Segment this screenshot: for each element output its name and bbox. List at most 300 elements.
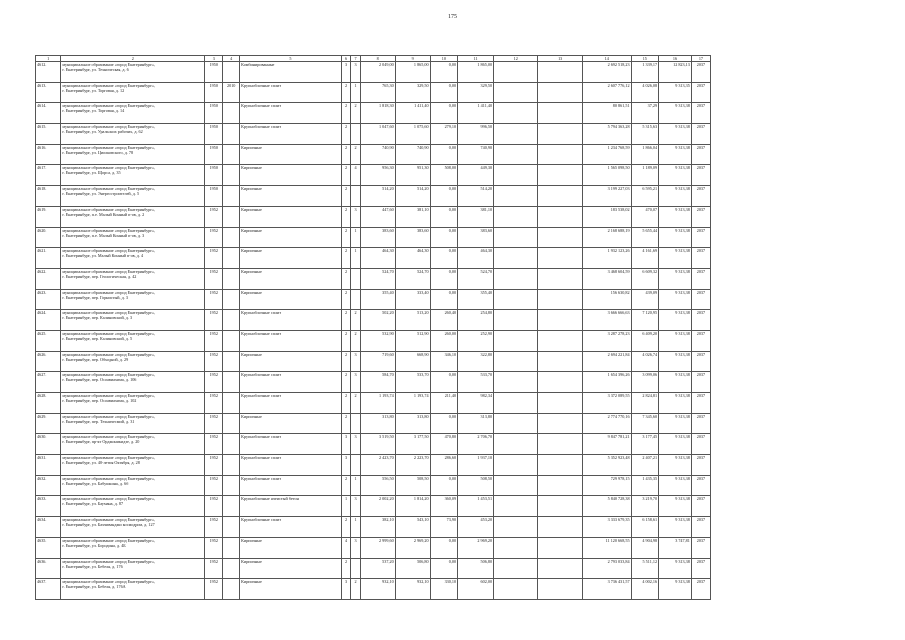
limit-cost-per-sqm-cell: 9 313,38 [659,227,692,248]
col-13-cell [538,475,582,496]
cost-per-sqm-cell: 439,09 [631,289,659,310]
area-residential-cell: 740,90 [458,144,494,165]
year-reconstructed-cell [223,372,240,393]
planned-year-cell: 2037 [691,103,710,124]
floors-cell: 2 [341,558,351,579]
area-residential-cell: 982,34 [458,393,494,414]
wall-material-cell: Крупноблочные сплит [240,103,342,124]
year-built-cell: 1952 [205,517,223,538]
row-number-cell: 4635. [36,537,61,558]
col-12-cell [494,124,538,145]
living-area-cell: 2 969,20 [395,537,430,558]
floors-cell: 2 [341,413,351,434]
living-area-cell: 381,10 [395,206,430,227]
year-built-cell: 1950 [205,186,223,207]
limit-cost-per-sqm-cell: 9 313,38 [659,372,692,393]
column-number-14: 14 [582,56,631,62]
year-reconstructed-cell [223,248,240,269]
col-13-cell [538,186,582,207]
cost-per-sqm-cell: 4 161,69 [631,248,659,269]
table-row [36,351,711,372]
area-residential-cell: 996,50 [458,124,494,145]
column-number-10: 10 [430,56,458,62]
table-row [36,372,711,393]
wall-material-cell: Кирпичные [240,227,342,248]
wall-material-cell: Крупноблочные сплит [240,310,342,331]
cost-per-sqm-cell: 470,07 [631,206,659,227]
area-residential-cell: 2 706,70 [458,434,494,455]
table-row [36,455,711,476]
col-13-cell [538,579,582,600]
area-residential-cell: 1 453,51 [458,496,494,517]
col-13-cell [538,351,582,372]
column-number-15: 15 [631,56,659,62]
repair-cost-cell: 5 352 923,48 [582,455,631,476]
planned-year-cell: 2037 [691,372,710,393]
row-number-cell: 4628. [36,393,61,414]
table-row [36,62,711,83]
entrances-cell: 2 [351,103,361,124]
area-non-residential-cell: 279,10 [430,124,458,145]
area-non-residential-cell: 211,40 [430,393,458,414]
wall-material-cell: Кирпичные [240,413,342,434]
limit-cost-per-sqm-cell: 9 313,35 [659,82,692,103]
planned-year-cell: 2037 [691,517,710,538]
year-reconstructed-cell [223,289,240,310]
living-area-cell: 1 814,20 [395,496,430,517]
floors-cell: 2 [341,186,351,207]
cost-per-sqm-cell: 7 345,60 [631,413,659,434]
area-residential-cell: 1 865,00 [458,62,494,83]
table-row [36,124,711,145]
repair-cost-cell: 5 794 363,28 [582,124,631,145]
planned-year-cell: 2037 [691,186,710,207]
entrances-cell: 2 [351,330,361,351]
repair-cost-cell: 1 234 768,59 [582,144,631,165]
column-number-2: 2 [61,56,205,62]
total-area-cell: 313,80 [360,413,395,434]
limit-cost-per-sqm-cell: 9 313,38 [659,330,692,351]
limit-cost-per-sqm-cell: 9 313,38 [659,165,692,186]
limit-cost-per-sqm-cell: 9 313,38 [659,310,692,331]
year-built-cell: 1952 [205,310,223,331]
year-built-cell: 1950 [205,144,223,165]
entrances-cell [351,186,361,207]
floors-cell: 2 [341,268,351,289]
repair-cost-cell: 156 630,82 [582,289,631,310]
address-cell: муниципальное образование «город Екатеринбург», г. Екатеринбург, пер. Горнистый, д. 3 [61,289,205,310]
column-number-11: 11 [458,56,494,62]
year-reconstructed-cell [223,186,240,207]
repair-cost-cell: 3 287 278,23 [582,330,631,351]
year-reconstructed-cell [223,413,240,434]
col-13-cell [538,393,582,414]
col-12-cell [494,475,538,496]
planned-year-cell: 2037 [691,351,710,372]
col-12-cell [494,434,538,455]
wall-material-cell: Кирпичные [240,558,342,579]
row-number-cell: 4616. [36,144,61,165]
area-non-residential-cell: 0,00 [430,248,458,269]
col-13-cell [538,165,582,186]
address-cell: муниципальное образование «город Екатеринбург», г. Екатеринбург, ул. Щорса, д. 35 [61,165,205,186]
wall-material-cell: Кирпичные [240,165,342,186]
area-non-residential-cell: 0,00 [430,62,458,83]
planned-year-cell: 2037 [691,496,710,517]
col-12-cell [494,558,538,579]
address-cell: муниципальное образование «город Екатеринбург», г. Екатеринбург, пер. Калиновский, д. 3 [61,310,205,331]
row-number-cell: 4620. [36,227,61,248]
year-built-cell: 1950 [205,62,223,83]
living-area-cell: 383,60 [395,227,430,248]
limit-cost-per-sqm-cell: 9 313,38 [659,268,692,289]
row-number-cell: 4627. [36,372,61,393]
row-number-cell: 4624. [36,310,61,331]
total-area-cell: 532,90 [360,330,395,351]
table-row [36,579,711,600]
address-cell: муниципальное образование «город Екатеринбург», г. Екатеринбург, пер. Геологическая, д. 42 [61,268,205,289]
planned-year-cell: 2037 [691,62,710,83]
entrances-cell: 2 [351,393,361,414]
living-area-cell: 1 865,00 [395,62,430,83]
row-number-cell: 4618. [36,186,61,207]
cost-per-sqm-cell: 4 026,74 [631,351,659,372]
table-row [36,496,711,517]
repair-cost-cell: 2 793 033,84 [582,558,631,579]
floors-cell: 3 [341,62,351,83]
row-number-cell: 4623. [36,289,61,310]
year-reconstructed-cell [223,537,240,558]
entrances-cell: 1 [351,517,361,538]
area-non-residential-cell: 73,90 [430,517,458,538]
repair-cost-cell: 729 978,15 [582,475,631,496]
wall-material-cell: Крупноблочные сплит [240,455,342,476]
cost-per-sqm-cell: 4 002,16 [631,579,659,600]
col-12-cell [494,372,538,393]
year-built-cell: 1952 [205,558,223,579]
limit-cost-per-sqm-cell: 9 313,38 [659,103,692,124]
col-13-cell [538,289,582,310]
col-13-cell [538,227,582,248]
total-area-cell: 2 002,20 [360,496,395,517]
limit-cost-per-sqm-cell: 9 313,38 [659,475,692,496]
table-row [36,186,711,207]
floors-cell: 2 [341,517,351,538]
floors-cell: 3 [341,434,351,455]
total-area-cell: 524,70 [360,268,395,289]
area-non-residential-cell: 260,00 [430,330,458,351]
year-reconstructed-cell [223,103,240,124]
address-cell: муниципальное образование «город Екатеринбург», г. Екатеринбург, ул. Бабушкина, д. 6б [61,475,205,496]
cost-per-sqm-cell: 4 904,98 [631,537,659,558]
floors-cell: 2 [341,227,351,248]
planned-year-cell: 2037 [691,330,710,351]
limit-cost-per-sqm-cell: 9 313,38 [659,248,692,269]
row-number-cell: 4619. [36,206,61,227]
living-area-cell: 740,90 [395,144,430,165]
row-number-cell: 4621. [36,248,61,269]
wall-material-cell: Кирпичные [240,579,342,600]
address-cell: муниципальное образование «город Екатеринбург», г. Екатеринбург, п.е. Малый Конный п-ов, д. 3 [61,227,205,248]
repair-cost-cell: 3 666 666,63 [582,310,631,331]
entrances-cell: 3 [351,434,361,455]
address-cell: муниципальное образование «город Екатеринбург», г. Екатеринбург, ул. Баумана, д. 87 [61,496,205,517]
floors-cell: 2 [341,124,351,145]
planned-year-cell: 2037 [691,268,710,289]
entrances-cell [351,413,361,434]
area-non-residential-cell: 0,00 [430,268,458,289]
limit-cost-per-sqm-cell: 9 313,38 [659,413,692,434]
cost-per-sqm-cell: 2 824,81 [631,393,659,414]
area-residential-cell: 602,00 [458,579,494,600]
table-row [36,393,711,414]
limit-cost-per-sqm-cell: 9 313,38 [659,186,692,207]
wall-material-cell: Кирпичные [240,289,342,310]
entrances-cell: 1 [351,227,361,248]
limit-cost-per-sqm-cell: 9 313,38 [659,393,692,414]
planned-year-cell: 2037 [691,434,710,455]
limit-cost-per-sqm-cell: 9 313,38 [659,517,692,538]
repair-cost-cell: 9 847 781,21 [582,434,631,455]
limit-cost-per-sqm-cell: 9 313,38 [659,558,692,579]
column-number-7: 7 [351,56,361,62]
entrances-cell: 2 [351,310,361,331]
living-area-cell: 1 193,74 [395,393,430,414]
repair-cost-cell: 183 538,02 [582,206,631,227]
col-12-cell [494,351,538,372]
area-non-residential-cell: 470,80 [430,434,458,455]
total-area-cell: 355,40 [360,289,395,310]
wall-material-cell: Кирпичные [240,144,342,165]
year-built-cell: 1952 [205,434,223,455]
floors-cell: 2 [341,248,351,269]
wall-material-cell: Крупноблочные сплит [240,434,342,455]
wall-material-cell: Кирпичные [240,248,342,269]
col-12-cell [494,496,538,517]
floors-cell: 2 [341,82,351,103]
wall-material-cell: Кирпичные [240,268,342,289]
col-13-cell [538,434,582,455]
column-number-6: 6 [341,56,351,62]
entrances-cell: 3 [351,206,361,227]
area-non-residential-cell: 0,00 [430,186,458,207]
col-12-cell [494,537,538,558]
row-number-cell: 4636. [36,558,61,579]
planned-year-cell: 2037 [691,165,710,186]
wall-material-cell: Комбинированные [240,62,342,83]
repair-cost-cell: 2 607 776,12 [582,82,631,103]
year-built-cell: 1952 [205,413,223,434]
row-number-cell: 4617. [36,165,61,186]
table-row [36,144,711,165]
repair-cost-cell: 2 692 518,23 [582,62,631,83]
wall-material-cell: Крупноблочные сплит [240,124,342,145]
cost-per-sqm-cell: 5 655,44 [631,227,659,248]
column-number-17: 17 [691,56,710,62]
planned-year-cell: 2037 [691,227,710,248]
table-row [36,558,711,579]
repair-cost-cell: 2 694 221,84 [582,351,631,372]
floors-cell: 2 [341,103,351,124]
limit-cost-per-sqm-cell: 9 313,38 [659,496,692,517]
col-12-cell [494,413,538,434]
cost-per-sqm-cell: 3 099,06 [631,372,659,393]
year-built-cell: 1952 [205,351,223,372]
table-row [36,434,711,455]
area-non-residential-cell: 0,00 [430,475,458,496]
planned-year-cell: 2037 [691,82,710,103]
year-reconstructed-cell [223,455,240,476]
entrances-cell: 3 [351,351,361,372]
total-area-cell: 464,30 [360,248,395,269]
limit-cost-per-sqm-cell: 9 313,38 [659,351,692,372]
col-12-cell [494,517,538,538]
floors-cell: 3 [341,579,351,600]
address-cell: муниципальное образование «город Екатеринбург», г. Екатеринбург, пер. Обходной, д. 29 [61,351,205,372]
floors-cell: 2 [341,372,351,393]
wall-material-cell: Крупноблочные ячеистый бетон [240,496,342,517]
table-row [36,82,711,103]
year-reconstructed-cell [223,558,240,579]
planned-year-cell: 2037 [691,393,710,414]
year-reconstructed-cell [223,351,240,372]
address-cell: муниципальное образование «город Екатеринбург», г. Екатеринбург, ул. Бебеля, д. 176 [61,558,205,579]
planned-year-cell: 2037 [691,248,710,269]
cost-per-sqm-cell: 6 158,61 [631,517,659,538]
year-built-cell: 1952 [205,579,223,600]
year-built-cell: 1952 [205,227,223,248]
year-built-cell: 1952 [205,268,223,289]
year-built-cell: 1952 [205,537,223,558]
total-area-cell: 3 519,50 [360,434,395,455]
row-number-cell: 4626. [36,351,61,372]
limit-cost-per-sqm-cell: 9 313,38 [659,206,692,227]
total-area-cell: 556,50 [360,475,395,496]
col-12-cell [494,289,538,310]
area-residential-cell: 449,30 [458,165,494,186]
area-residential-cell: 355,40 [458,289,494,310]
row-number-cell: 4632. [36,475,61,496]
address-cell: муниципальное образование «город Екатеринбург», г. Екатеринбург, ул. 40-летия Октября, д. 28 [61,455,205,476]
planned-year-cell: 2037 [691,455,710,476]
table-row [36,537,711,558]
area-residential-cell: 252,90 [458,330,494,351]
area-non-residential-cell: 0,00 [430,372,458,393]
column-number-5: 5 [240,56,342,62]
floors-cell: 2 [341,206,351,227]
area-non-residential-cell: 0,00 [430,289,458,310]
limit-cost-per-sqm-cell: 3 747,81 [659,537,692,558]
living-area-cell: 329,50 [395,82,430,103]
year-reconstructed-cell [223,124,240,145]
total-area-cell: 2 999,60 [360,537,395,558]
cost-per-sqm-cell: 2 407,21 [631,455,659,476]
year-built-cell: 1952 [205,248,223,269]
area-non-residential-cell: 286,60 [430,455,458,476]
address-cell: муниципальное образование «город Екатеринбург», г. Екатеринбург, ул. Торговая, д. 12 [61,82,205,103]
total-area-cell: 765,30 [360,82,395,103]
column-number-16: 16 [659,56,692,62]
total-area-cell: 2 423,70 [360,455,395,476]
col-12-cell [494,579,538,600]
cost-per-sqm-cell: 6 609,32 [631,268,659,289]
limit-cost-per-sqm-cell: 9 313,38 [659,124,692,145]
planned-year-cell: 2037 [691,537,710,558]
living-area-cell: 668,90 [395,351,430,372]
area-non-residential-cell: 508,00 [430,165,458,186]
floors-cell: 2 [341,393,351,414]
col-12-cell [494,165,538,186]
total-area-cell: 383,60 [360,227,395,248]
col-12-cell [494,310,538,331]
wall-material-cell: Кирпичные [240,537,342,558]
cost-per-sqm-cell: 1 339,17 [631,62,659,83]
planned-year-cell: 2037 [691,579,710,600]
address-cell: муниципальное образование «город Екатеринбург», г. Екатеринбург, ул. Уральских рабочих, д. 62 [61,124,205,145]
area-residential-cell: 1 411,40 [458,103,494,124]
col-12-cell [494,144,538,165]
year-reconstructed-cell [223,434,240,455]
repair-cost-cell: 3 736 431,57 [582,579,631,600]
repair-cost-cell: 2 774 770,16 [582,413,631,434]
entrances-cell [351,289,361,310]
entrances-cell: 4 [351,165,361,186]
entrances-cell [351,455,361,476]
col-12-cell [494,268,538,289]
row-number-cell: 4613. [36,82,61,103]
cost-per-sqm-cell: 1 435,35 [631,475,659,496]
col-13-cell [538,268,582,289]
floors-cell: 2 [341,351,351,372]
table-row [36,248,711,269]
floors-cell: 2 [341,144,351,165]
column-number-8: 8 [360,56,395,62]
col-13-cell [538,330,582,351]
table-body [36,62,711,600]
col-13-cell [538,82,582,103]
area-non-residential-cell: 0,00 [430,558,458,579]
living-area-cell: 313,80 [395,413,430,434]
col-12-cell [494,393,538,414]
column-number-12: 12 [494,56,538,62]
cost-per-sqm-cell: 1 866,04 [631,144,659,165]
limit-cost-per-sqm-cell: 9 313,38 [659,579,692,600]
total-area-cell: 447,60 [360,206,395,227]
row-number-cell: 4629. [36,413,61,434]
cost-per-sqm-cell: 6 409,20 [631,330,659,351]
year-built-cell: 1950 [205,82,223,103]
repair-cost-cell: 3 199 227,03 [582,186,631,207]
area-residential-cell: 329,50 [458,82,494,103]
living-area-cell: 932,10 [395,579,430,600]
living-area-cell: 508,50 [395,475,430,496]
repair-cost-cell: 1 654 396,26 [582,372,631,393]
floors-cell: 3 [341,455,351,476]
year-reconstructed-cell [223,475,240,496]
living-area-cell: 1 075,60 [395,124,430,145]
col-13-cell [538,144,582,165]
cost-per-sqm-cell: 3 219,70 [631,496,659,517]
entrances-cell: 3 [351,62,361,83]
area-non-residential-cell: 0,00 [430,537,458,558]
address-cell: муниципальное образование «город Екатеринбург», г. Екатеринбург, пр-кт Орджоникидзе, д. 20 [61,434,205,455]
repair-cost-cell: 1 932 123,26 [582,248,631,269]
limit-cost-per-sqm-cell: 12 823,13 [659,62,692,83]
area-residential-cell: 524,70 [458,268,494,289]
living-area-cell: 533,70 [395,372,430,393]
table-row [36,227,711,248]
area-residential-cell: 464,30 [458,248,494,269]
